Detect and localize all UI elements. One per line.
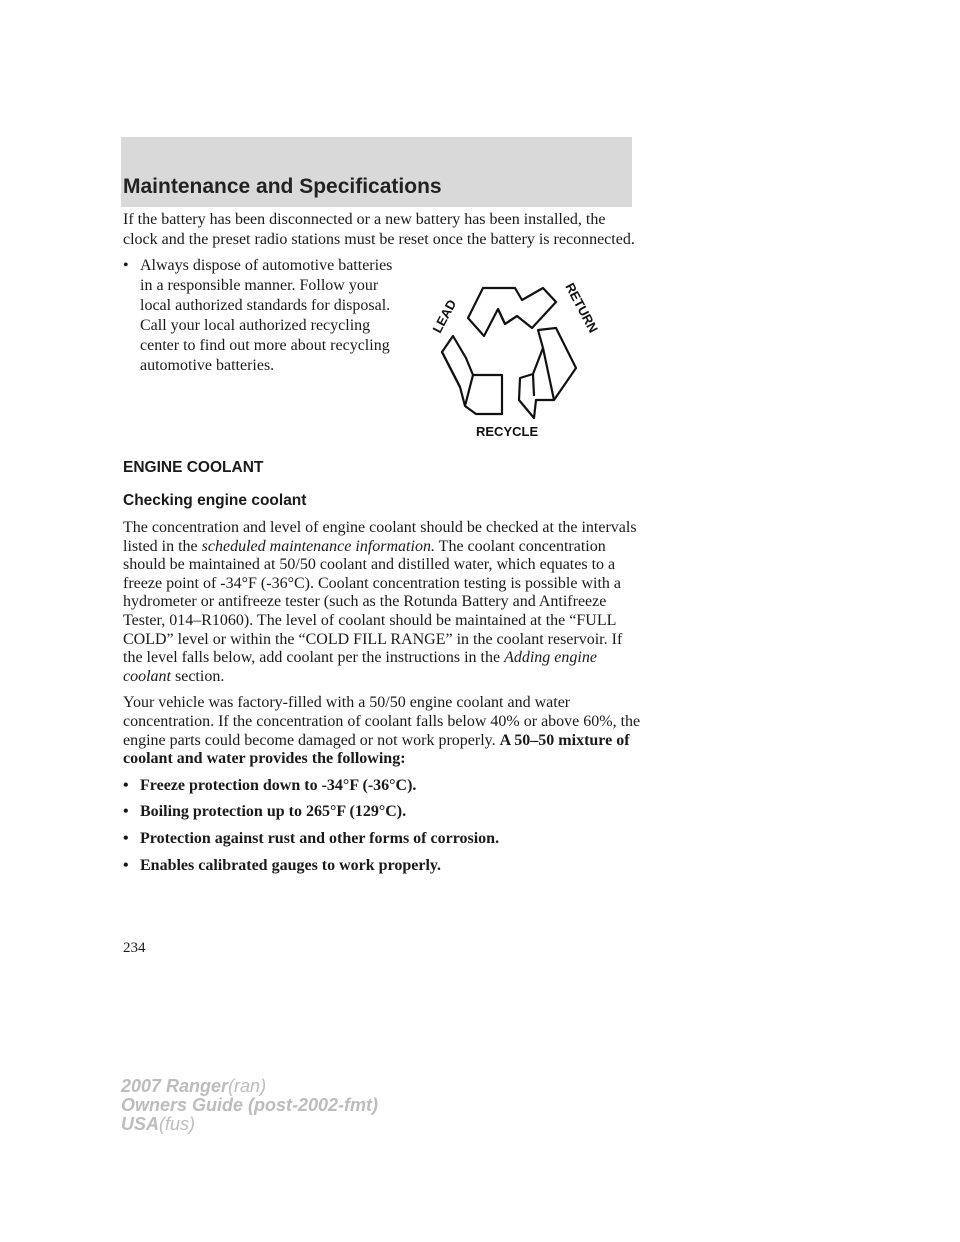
right-arrow-crease [533,374,534,396]
bullet-icon: • [123,257,129,274]
list-item-text: Protection against rust and other forms of corrosion. [140,829,500,847]
battery-disposal-bullet [123,256,393,376]
bullet-icon: • [123,776,129,794]
list-item-text: Freeze protection down to -34°F (-36°C). [140,776,417,794]
engine-coolant-heading: ENGINE COOLANT [123,459,264,476]
list-item-text: Boiling protection up to 265°F (129°C). [140,803,407,821]
page-title: Maintenance and Specifications [123,175,442,198]
coolant-p1-text-b: The coolant concentration should be maintained at 50/50 coolant and distilled water, which equates to a freeze point of -34°F (-36°C). Coolant concentration testing is possible with a hydrometer or antifreeze tester (such as the Rotunda Battery and Antifreeze Tester, 014–R1060). The level of coolant should be maintained at the “FULL COLD” level or within the “COLD FILL RANGE” in the coolant reservoir. If the level falls below, add coolant per the instructions in the [123,537,623,667]
page-number: 234 [123,940,146,956]
coolant-paragraph-2 [123,694,643,768]
list-item [123,777,643,796]
header-band [121,137,632,207]
logo-recycle-text: RECYCLE [476,424,539,439]
coolant-p1-text-c: section. [171,667,225,685]
coolant-p2-bold: A 50–50 mixture of coolant and water provides the following: [123,731,630,768]
bullet-icon: • [123,829,129,847]
list-item-text: Enables calibrated gauges to work properly. [140,856,442,874]
footer-market-code: (fus) [159,1114,196,1134]
coolant-paragraph-1 [123,519,643,686]
list-item [123,830,643,849]
footer-guide-name: Owners Guide (post-2002-fmt) [121,1095,379,1115]
logo-lead-text: LEAD [429,297,460,336]
checking-coolant-subheading: Checking engine coolant [123,492,307,509]
battery-intro: If the battery has been disconnected or a new battery has been installed, the clock and the preset radio stations must be reset once the battery is reconnected. [123,211,635,248]
battery-disposal-text: Always dispose of automotive batteries in a responsible manner. Follow your local authorized standards for disposal. Call your local authorized recycling center to find out more about recycling automotive batteries. [140,257,393,374]
list-item [123,803,643,822]
logo-return-text: RETURN [562,280,602,336]
bullet-icon: • [123,803,129,821]
coolant-p1-text-a: The concentration and level of engine coolant should be checked at the intervals listed in the [123,519,637,555]
adding-coolant-reference: Adding engine coolant [123,649,597,685]
coolant-p2-text-a: Your vehicle was factory-filled with a 50/50 engine coolant and water concentration. If the concentration of coolant falls below 40% or above 60%, the engine parts could become damaged or not work properly. [123,694,641,749]
coolant-section [123,519,643,883]
document-footer [121,1077,378,1134]
list-item [123,857,643,876]
footer-market: USA [121,1114,160,1134]
coolant-benefits-list [123,777,643,875]
bullet-icon: • [123,856,129,874]
footer-model: 2007 Ranger [121,1076,229,1096]
footer-model-code: (ran) [228,1076,267,1096]
scheduled-maintenance-reference: scheduled maintenance information. [201,537,435,555]
lead-recycle-logo [420,278,610,443]
